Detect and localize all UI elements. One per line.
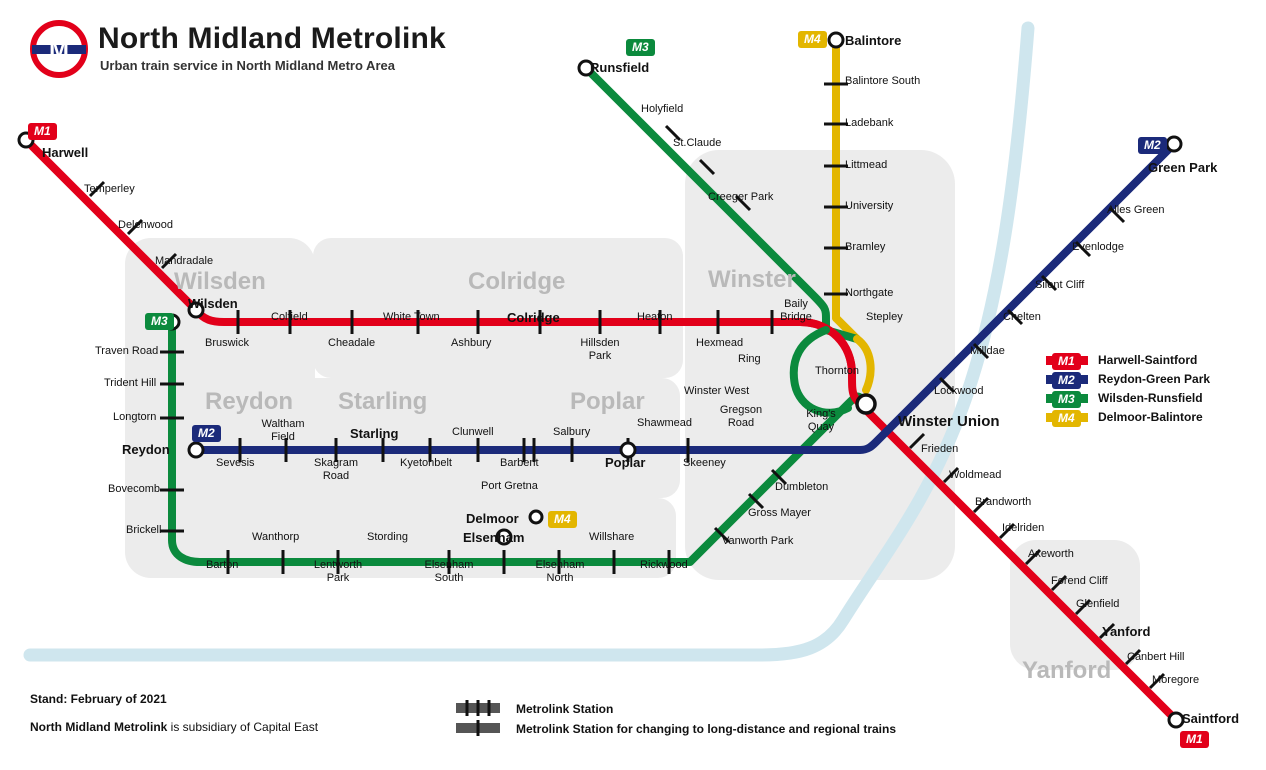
station-label: Balintore South (845, 75, 921, 87)
station-marker-icon (456, 700, 500, 716)
legend-swatch-m2: M2 (1046, 371, 1088, 387)
terminal-label-delmoor: Delmoor (466, 511, 519, 526)
legend-swatch-m1: M1 (1046, 352, 1088, 368)
station-label: Canbert Hill (1127, 651, 1185, 663)
station-label: Idelriden (1002, 522, 1045, 534)
station-label: King's Quay (806, 408, 836, 433)
svg-text:M: M (49, 37, 69, 64)
station-label: Holyfield (641, 103, 684, 115)
legend-label-m2: Reydon-Green Park (1098, 371, 1211, 386)
terminal-badge-m2-greenpark[interactable]: M2 (1138, 136, 1167, 154)
legend-row-m2 (1046, 369, 1256, 388)
terminal-label-saintford: Saintford (1182, 711, 1240, 726)
station-label: Brandworth (975, 496, 1032, 508)
terminal-badge-m1-harwell[interactable]: M1 (28, 122, 57, 140)
station-label: Forend Cliff (1051, 575, 1108, 587)
station-label: Colridge (507, 310, 560, 325)
page-subtitle: Urban train service in North Midland Metro Area (100, 58, 395, 73)
footer-owner-bold: North Midland Metrolink (30, 720, 168, 734)
terminal-label-harwell: Harwell (42, 145, 89, 160)
interchange-marker-icon (456, 720, 500, 736)
district-label-winster: Winster (708, 266, 796, 293)
terminal-badge-m1-saintford[interactable]: M1 (1180, 730, 1209, 748)
station-label: Evenlodge (1072, 241, 1124, 253)
terminal-badge-m3-wilsden[interactable]: M3 (145, 312, 174, 330)
terminal-label-balintore: Balintore (845, 33, 902, 48)
station-label: Clunwell (452, 426, 494, 438)
station-label: Port Gretna (481, 480, 538, 492)
station-label: Mandradale (155, 255, 214, 267)
station-label: Colfield (271, 311, 308, 323)
footer-owner-rest: is subsidiary of Capital East (167, 720, 319, 734)
station-label: Frieden (921, 443, 959, 455)
district-label-poplar: Poplar (570, 388, 645, 415)
footer-owner (30, 720, 318, 734)
legend-row-m3 (1046, 388, 1256, 407)
station-label: Thornton (815, 365, 860, 377)
station-label: Bramley (845, 241, 886, 253)
legend-label-station: Metrolink Station (516, 702, 614, 716)
station-label: Rickwood (640, 559, 688, 571)
station-label: Skeeney (683, 457, 726, 469)
station-label: Shawmead (637, 417, 693, 429)
station-label: Willshare (589, 531, 635, 543)
metrolink-roundel-logo (30, 20, 88, 78)
station-label: Stepley (866, 311, 903, 323)
footer-stand: Stand: February of 2021 (30, 692, 167, 706)
legend-swatch-m4: M4 (1046, 409, 1088, 425)
terminal-label-runsfield: Runsfield (590, 60, 650, 75)
station-label: Vanworth Park (722, 535, 794, 547)
station-label: Delenwood (118, 219, 174, 231)
station-label: Ashbury (451, 337, 492, 349)
district-label-reydon: Reydon (205, 388, 294, 415)
station-label: Kyetonbelt (400, 457, 452, 469)
legend-label-m3: Wilsden-Runsfield (1098, 390, 1203, 405)
district-label-yanford: Yanford (1022, 657, 1112, 684)
terminal-badge-m3-runsfield[interactable]: M3 (626, 38, 655, 56)
station-label: Longtorn (113, 411, 157, 423)
station-label: Wanthorp (252, 531, 300, 543)
station-label: Gross Mayer (748, 507, 811, 519)
station-label: Milldae (970, 345, 1005, 357)
station-label: Moregore (1152, 674, 1200, 686)
station-label: Barbent (500, 457, 539, 469)
station-label: Trident Hill (104, 377, 157, 389)
station-label: Elsenham South (424, 559, 474, 584)
legend-row-m4 (1046, 407, 1256, 426)
legend-row-m1 (1046, 350, 1256, 369)
station-label: Sevesis (216, 457, 255, 469)
station-label: Ring (738, 353, 761, 365)
station-label: Creeger Park (708, 191, 774, 203)
station-label: Starling (350, 426, 399, 441)
station-label: Cheadale (328, 337, 376, 349)
terminal-badge-m2-reydon[interactable]: M2 (192, 424, 221, 442)
station-label: Elsenham North (535, 559, 585, 584)
station-label: Silent Cliff (1035, 279, 1085, 291)
station-label: Yanford (1102, 624, 1151, 639)
legend-swatch-m3: M3 (1046, 390, 1088, 406)
page-title: North Midland Metrolink (98, 22, 446, 55)
station-label: Baily Bridge (780, 298, 812, 323)
station-label: Hillsden Park (580, 337, 620, 362)
terminal-badge-m4-balintore[interactable]: M4 (798, 30, 827, 48)
station-label: Winster West (684, 385, 750, 397)
station-label: Hexmead (696, 337, 744, 349)
district-label-starling: Starling (338, 388, 428, 415)
station-label: Heaton (637, 311, 673, 323)
station-label: Salbury (553, 426, 591, 438)
station-label: Dumbleton (775, 481, 829, 493)
district-label-wilsden: Wilsden (174, 268, 266, 295)
terminal-label-reydon: Reydon (122, 442, 170, 457)
station-label: Skagram Road (313, 457, 359, 482)
station-label-winster-union: Winster Union (898, 413, 1000, 430)
station-label: Axeworth (1028, 548, 1074, 560)
station-label: Stording (367, 531, 408, 543)
station-label: Elsenham (463, 530, 525, 545)
legend (1046, 350, 1256, 426)
station-label: Woldmead (949, 469, 1002, 481)
station-label: Poplar (605, 455, 646, 470)
station-label: White Town (383, 311, 440, 323)
legend-label-m1: Harwell-Saintford (1098, 352, 1198, 367)
station-label: Temperley (84, 183, 135, 195)
station-label: University (845, 200, 894, 212)
station-label: Waltham Field (261, 418, 305, 443)
station-label: Glenfield (1076, 598, 1120, 610)
station-label: St.Claude (673, 137, 722, 149)
terminal-badge-m4-delmoor[interactable]: M4 (548, 510, 577, 528)
terminal-label-green-park: Green Park (1148, 160, 1218, 175)
station-label: Gregson Road (719, 404, 763, 429)
station-label: Brickell (126, 524, 162, 536)
station-label: Lockwood (934, 385, 984, 397)
station-label: Lentworth Park (313, 559, 363, 584)
station-label: Ladebank (845, 117, 894, 129)
station-label: Bruswick (205, 337, 250, 349)
station-label: Northgate (845, 287, 894, 299)
terminal-label-wilsden: Wilsden (188, 296, 238, 311)
legend-label-m4: Delmoor-Balintore (1098, 409, 1203, 424)
station-label: Barton (206, 559, 239, 571)
district-label-colridge: Colridge (468, 268, 566, 295)
station-label: Bovecomb (108, 483, 160, 495)
station-label: Traven Road (95, 345, 159, 357)
station-label: Littmead (845, 159, 888, 171)
station-label: Alles Green (1107, 204, 1165, 216)
legend-label-interchange: Metrolink Station for changing to long-distance and regional trains (516, 722, 897, 736)
station-label: Chelten (1003, 311, 1041, 323)
